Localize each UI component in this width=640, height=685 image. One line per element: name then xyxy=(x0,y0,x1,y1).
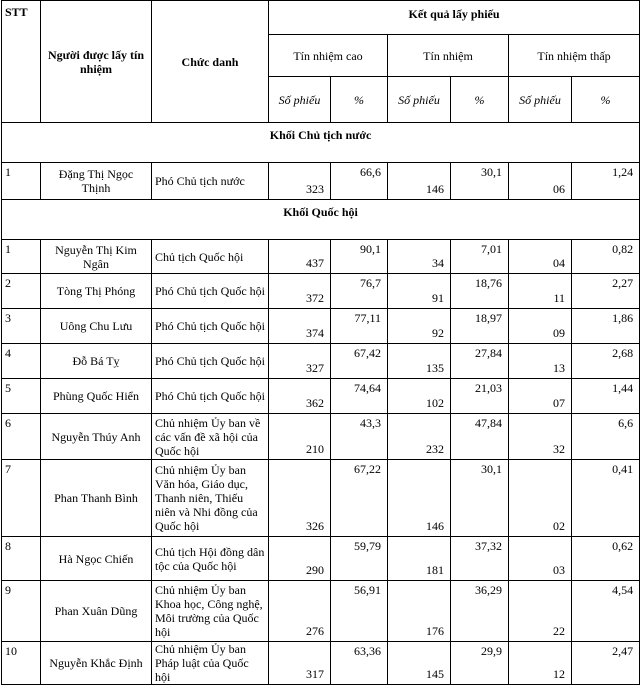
header-percent: % xyxy=(331,77,388,123)
row-high-percent: 43,3 xyxy=(331,414,388,460)
row-mid-votes: 176 xyxy=(388,581,451,642)
row-stt: 9 xyxy=(2,581,41,642)
row-mid-percent: 30,1 xyxy=(451,163,509,200)
table-row xyxy=(2,344,640,379)
row-name: Phan Thanh Bình xyxy=(41,460,152,537)
row-name: Nguyễn Thúy Anh xyxy=(41,414,152,460)
header-result: Kết quả lấy phiếu xyxy=(269,1,640,35)
row-mid-percent: 30,1 xyxy=(451,460,509,537)
row-stt: 1 xyxy=(2,163,41,200)
row-high-votes: 372 xyxy=(269,274,331,309)
row-mid-votes: 146 xyxy=(388,163,451,200)
row-mid-votes: 92 xyxy=(388,309,451,344)
row-name: Nguyễn Khắc Định xyxy=(41,642,152,685)
header-percent: % xyxy=(572,77,640,123)
row-mid-percent: 27,84 xyxy=(451,344,509,379)
row-low-percent: 1,44 xyxy=(572,379,640,414)
row-stt: 3 xyxy=(2,309,41,344)
table-row xyxy=(2,414,640,460)
header-votes: Số phiếu xyxy=(269,77,331,123)
row-mid-percent: 37,32 xyxy=(451,537,509,581)
row-name: Phan Xuân Dũng xyxy=(41,581,152,642)
row-stt: 6 xyxy=(2,414,41,460)
row-low-votes: 09 xyxy=(509,309,572,344)
header-trust: Tín nhiệm xyxy=(388,35,509,77)
row-low-votes: 22 xyxy=(509,581,572,642)
row-position: Phó Chủ tịch Quốc hội xyxy=(152,344,269,379)
row-position: Phó Chủ tịch Quốc hội xyxy=(152,274,269,309)
row-high-votes: 290 xyxy=(269,537,331,581)
row-high-votes: 326 xyxy=(269,460,331,537)
vote-results-table xyxy=(1,0,640,685)
row-low-votes: 32 xyxy=(509,414,572,460)
row-stt: 4 xyxy=(2,344,41,379)
row-high-votes: 362 xyxy=(269,379,331,414)
header-stt: STT xyxy=(2,1,41,123)
row-mid-percent: 21,03 xyxy=(451,379,509,414)
row-low-percent: 2,47 xyxy=(572,642,640,685)
row-low-percent: 2,68 xyxy=(572,344,640,379)
row-high-votes: 210 xyxy=(269,414,331,460)
header-person: Người được lấy tín nhiệm xyxy=(41,1,152,123)
row-position: Chủ nhiệm Ủy ban về các vấn đề xã hội của Quốc hội xyxy=(152,414,269,460)
row-low-votes: 03 xyxy=(509,537,572,581)
row-low-votes: 11 xyxy=(509,274,572,309)
row-stt: 5 xyxy=(2,379,41,414)
row-mid-percent: 36,29 xyxy=(451,581,509,642)
row-low-percent: 0,41 xyxy=(572,460,640,537)
table-row xyxy=(2,163,640,200)
row-position: Phó Chủ tịch Quốc hội xyxy=(152,309,269,344)
row-mid-votes: 135 xyxy=(388,344,451,379)
header-low-trust: Tín nhiệm thấp xyxy=(509,35,640,77)
row-name: Đỗ Bá Tỵ xyxy=(41,344,152,379)
header-high-trust: Tín nhiệm cao xyxy=(269,35,388,77)
row-name: Tòng Thị Phóng xyxy=(41,274,152,309)
row-low-votes: 04 xyxy=(509,240,572,274)
row-low-votes: 13 xyxy=(509,344,572,379)
row-high-percent: 90,1 xyxy=(331,240,388,274)
row-stt: 7 xyxy=(2,460,41,537)
row-mid-votes: 181 xyxy=(388,537,451,581)
row-position: Chủ tịch Hội đồng dân tộc của Quốc hội xyxy=(152,537,269,581)
section-title: Khối Quốc hội xyxy=(2,200,640,240)
row-high-votes: 323 xyxy=(269,163,331,200)
header-votes: Số phiếu xyxy=(388,77,451,123)
row-high-percent: 74,64 xyxy=(331,379,388,414)
row-high-percent: 67,42 xyxy=(331,344,388,379)
row-mid-percent: 18,97 xyxy=(451,309,509,344)
row-high-votes: 437 xyxy=(269,240,331,274)
row-low-votes: 07 xyxy=(509,379,572,414)
row-position: Chủ tịch Quốc hội xyxy=(152,240,269,274)
table-row xyxy=(2,581,640,642)
header-votes: Số phiếu xyxy=(509,77,572,123)
row-position: Phó Chủ tịch Quốc hội xyxy=(152,379,269,414)
row-high-percent: 59,79 xyxy=(331,537,388,581)
row-name: Uông Chu Lưu xyxy=(41,309,152,344)
row-mid-votes: 102 xyxy=(388,379,451,414)
row-name: Phùng Quốc Hiển xyxy=(41,379,152,414)
table-row xyxy=(2,240,640,274)
row-low-percent: 4,54 xyxy=(572,581,640,642)
row-mid-votes: 146 xyxy=(388,460,451,537)
row-high-votes: 276 xyxy=(269,581,331,642)
section-title: Khối Chủ tịch nước xyxy=(2,123,640,163)
row-mid-votes: 34 xyxy=(388,240,451,274)
row-high-percent: 67,22 xyxy=(331,460,388,537)
row-mid-percent: 47,84 xyxy=(451,414,509,460)
row-mid-percent: 18,76 xyxy=(451,274,509,309)
row-high-percent: 77,11 xyxy=(331,309,388,344)
row-high-votes: 317 xyxy=(269,642,331,685)
table-row xyxy=(2,274,640,309)
table-row xyxy=(2,642,640,685)
row-position: Phó Chủ tịch nước xyxy=(152,163,269,200)
row-mid-votes: 91 xyxy=(388,274,451,309)
row-high-percent: 66,6 xyxy=(331,163,388,200)
row-name: Đặng Thị Ngọc Thịnh xyxy=(41,163,152,200)
row-low-percent: 0,82 xyxy=(572,240,640,274)
header-position: Chức danh xyxy=(152,1,269,123)
row-mid-percent: 29,9 xyxy=(451,642,509,685)
table-row xyxy=(2,309,640,344)
row-high-percent: 63,36 xyxy=(331,642,388,685)
table-row xyxy=(2,379,640,414)
row-stt: 2 xyxy=(2,274,41,309)
row-low-percent: 2,27 xyxy=(572,274,640,309)
row-high-percent: 56,91 xyxy=(331,581,388,642)
row-position: Chủ nhiệm Ủy ban Pháp luật của Quốc hội xyxy=(152,642,269,685)
row-low-percent: 6,6 xyxy=(572,414,640,460)
row-low-votes: 12 xyxy=(509,642,572,685)
row-low-percent: 1,24 xyxy=(572,163,640,200)
row-stt: 10 xyxy=(2,642,41,685)
row-low-percent: 1,86 xyxy=(572,309,640,344)
row-stt: 8 xyxy=(2,537,41,581)
row-low-votes: 06 xyxy=(509,163,572,200)
row-position: Chủ nhiệm Ủy ban Văn hóa, Giáo dục, Thanh niên, Thiếu niên và Nhi đồng của Quốc hội xyxy=(152,460,269,537)
row-position: Chủ nhiệm Ủy ban Khoa học, Công nghệ, Môi trường của Quốc hội xyxy=(152,581,269,642)
row-low-percent: 0,62 xyxy=(572,537,640,581)
row-high-votes: 374 xyxy=(269,309,331,344)
row-name: Nguyễn Thị Kim Ngân xyxy=(41,240,152,274)
row-mid-votes: 232 xyxy=(388,414,451,460)
row-low-votes: 02 xyxy=(509,460,572,537)
row-name: Hà Ngọc Chiến xyxy=(41,537,152,581)
header-percent: % xyxy=(451,77,509,123)
row-mid-percent: 7,01 xyxy=(451,240,509,274)
row-mid-votes: 145 xyxy=(388,642,451,685)
table-row xyxy=(2,460,640,537)
row-stt: 1 xyxy=(2,240,41,274)
table-row xyxy=(2,537,640,581)
row-high-percent: 76,7 xyxy=(331,274,388,309)
row-high-votes: 327 xyxy=(269,344,331,379)
